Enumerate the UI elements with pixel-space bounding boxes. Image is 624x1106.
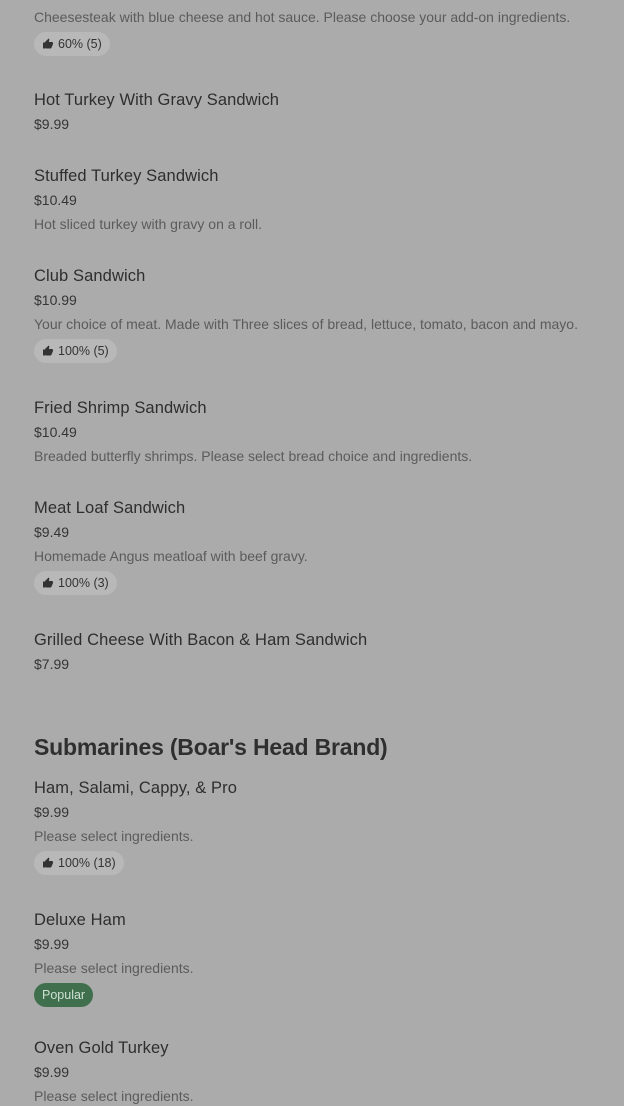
menu-item[interactable] xyxy=(34,166,262,233)
item-price: $10.99 xyxy=(34,292,77,308)
menu-item-top[interactable] xyxy=(34,8,570,56)
item-description: Homemade Angus meatloaf with beef gravy. xyxy=(34,548,308,564)
item-price: $10.49 xyxy=(34,424,77,440)
menu-item[interactable] xyxy=(34,1038,194,1105)
item-description: Please select ingredients. xyxy=(34,828,194,844)
item-name: Stuffed Turkey Sandwich xyxy=(34,167,219,185)
item-name: Ham, Salami, Cappy, & Pro xyxy=(34,779,238,797)
menu-item[interactable] xyxy=(34,630,367,673)
item-description: Hot sliced turkey with gravy on a roll. xyxy=(34,216,262,232)
item-description: Breaded butterfly shrimps. Please select bread choice and ingredients. xyxy=(34,448,473,464)
rating-pill xyxy=(34,339,117,363)
menu-item[interactable] xyxy=(34,778,237,875)
popular-badge: Popular xyxy=(34,983,93,1007)
item-name: Oven Gold Turkey xyxy=(34,1039,169,1057)
item-price: $7.99 xyxy=(34,656,70,672)
item-name: Meat Loaf Sandwich xyxy=(34,499,186,517)
thumbs-up-icon xyxy=(42,857,54,869)
item-description: Please select ingredients. xyxy=(34,1088,194,1104)
rating-text: 100% (3) xyxy=(58,576,109,590)
thumbs-up-icon xyxy=(42,345,54,357)
item-price: $10.49 xyxy=(34,192,77,208)
item-description: Your choice of meat. Made with Three slices of bread, lettuce, tomato, bacon and mayo. xyxy=(34,316,578,332)
rating-text: 60% (5) xyxy=(58,37,102,51)
rating-pill xyxy=(34,571,117,595)
item-price: $9.99 xyxy=(34,116,70,132)
rating-pill xyxy=(34,851,124,875)
menu-item[interactable] xyxy=(34,910,194,1007)
section-title: Submarines (Boar's Head Brand) xyxy=(34,734,388,760)
item-name: Deluxe Ham xyxy=(34,911,126,929)
item-name: Club Sandwich xyxy=(34,267,146,285)
rating-pill xyxy=(34,32,110,56)
item-name: Grilled Cheese With Bacon & Ham Sandwich xyxy=(34,631,368,649)
thumbs-up-icon xyxy=(42,38,54,50)
item-price: $9.49 xyxy=(34,524,70,540)
item-price: $9.99 xyxy=(34,804,70,820)
item-description: Please select ingredients. xyxy=(34,960,194,976)
item-price: $9.99 xyxy=(34,1064,70,1080)
menu-item[interactable] xyxy=(34,266,578,363)
menu-item[interactable] xyxy=(34,398,472,465)
rating-text: 100% (5) xyxy=(58,344,109,358)
rating-text: 100% (18) xyxy=(58,856,116,870)
item-name: Fried Shrimp Sandwich xyxy=(34,399,207,417)
menu-item[interactable] xyxy=(34,498,308,595)
item-description: Cheesesteak with blue cheese and hot sauce. Please choose your add-on ingredients. xyxy=(34,9,571,25)
item-name: Hot Turkey With Gravy Sandwich xyxy=(34,91,280,109)
item-price: $9.99 xyxy=(34,936,70,952)
menu-item[interactable] xyxy=(34,90,279,133)
thumbs-up-icon xyxy=(42,577,54,589)
